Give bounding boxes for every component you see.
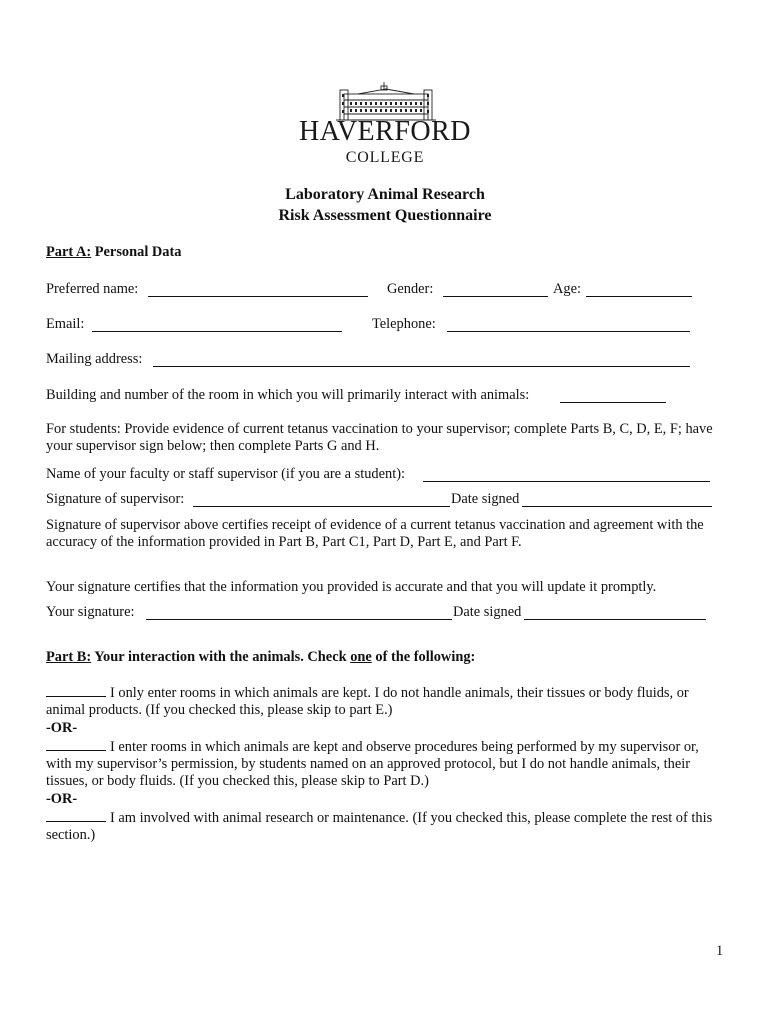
option-involved-research: [46, 809, 728, 844]
supervisor-signature-field[interactable]: [193, 505, 450, 507]
mailing-address-field[interactable]: [153, 365, 690, 367]
mailing-address-label: Mailing address:: [46, 351, 143, 367]
your-date-signed-label: Date signed: [453, 604, 522, 620]
option-1-text: I only enter rooms in which animals are kept. I do not handle animals, their tissues or body fluids, or animal products. (If you checked this, please skip to part E.): [46, 685, 689, 718]
option-observe-procedures: [46, 738, 728, 790]
page-number: 1: [716, 943, 724, 959]
option-2-checkbox[interactable]: [46, 738, 106, 751]
part-a-label: Part A:: [46, 244, 92, 260]
part-b-label: Part B:: [46, 649, 92, 665]
or-separator-1: -OR-: [46, 720, 78, 736]
supervisor-certification-text: Signature of supervisor above certifies receipt of evidence of a current tetanus vaccination and agreement with the accuracy of the information provided in Part B, Part C1, Part D, Part E, and Part F.: [46, 517, 704, 550]
part-b-heading: [46, 649, 475, 666]
or-separator-2: -OR-: [46, 791, 78, 807]
supervisor-signature-label: Signature of supervisor:: [46, 491, 185, 507]
gender-field[interactable]: [443, 295, 548, 297]
preferred-name-label: Preferred name:: [46, 281, 139, 297]
building-room-label: Building and number of the room in which you will primarily interact with animals:: [46, 387, 530, 403]
email-field[interactable]: [92, 330, 342, 332]
age-label: Age:: [553, 281, 581, 297]
gender-label: Gender:: [387, 281, 434, 297]
option-3-checkbox[interactable]: [46, 809, 106, 822]
option-3-text: I am involved with animal research or maintenance. (If you checked this, please complete the rest of this section.): [46, 810, 713, 843]
students-instructions: For students: Provide evidence of current tetanus vaccination to your supervisor; complete Parts B, C, D, E, F; have your supervisor sign below; then complete Parts G and H.: [46, 421, 713, 454]
telephone-field[interactable]: [447, 330, 690, 332]
your-signature-label: Your signature:: [46, 604, 135, 620]
logo-name: HAVERFORD: [298, 116, 472, 147]
age-field[interactable]: [586, 295, 692, 297]
supervisor-date-signed-label: Date signed: [451, 491, 520, 507]
email-label: Email:: [46, 316, 85, 332]
faculty-supervisor-field[interactable]: [423, 480, 710, 482]
part-b-title-end: of the following:: [371, 649, 476, 665]
faculty-supervisor-label: Name of your faculty or staff supervisor (if you are a student):: [46, 466, 405, 482]
your-date-signed-field[interactable]: [524, 618, 706, 620]
your-signature-field[interactable]: [146, 618, 452, 620]
logo-subname: COLLEGE: [345, 149, 425, 166]
document-title-line2: Risk Assessment Questionnaire: [278, 207, 492, 224]
preferred-name-field[interactable]: [148, 295, 368, 297]
part-b-title: Your interaction with the animals. Check: [91, 649, 351, 665]
option-2-text: I enter rooms in which animals are kept and observe procedures being performed by my supervisor or, with my supervisor’s permission, by students named on an approved protocol, but I do not handle animals, their tissues, or body fluids. (If you checked this, please skip to Part D.): [46, 739, 699, 789]
supervisor-date-signed-field[interactable]: [522, 505, 712, 507]
building-room-field[interactable]: [560, 401, 666, 403]
option-1-checkbox[interactable]: [46, 684, 106, 697]
part-a-title: Personal Data: [91, 244, 182, 260]
your-signature-certification-text: Your signature certifies that the information you provided is accurate and that you will update it promptly.: [46, 579, 657, 595]
part-a-heading: [46, 244, 181, 261]
part-b-one: one: [350, 649, 372, 665]
option-only-enter-rooms: [46, 684, 728, 719]
telephone-label: Telephone:: [372, 316, 436, 332]
document-title-line1: Laboratory Animal Research: [285, 186, 485, 203]
